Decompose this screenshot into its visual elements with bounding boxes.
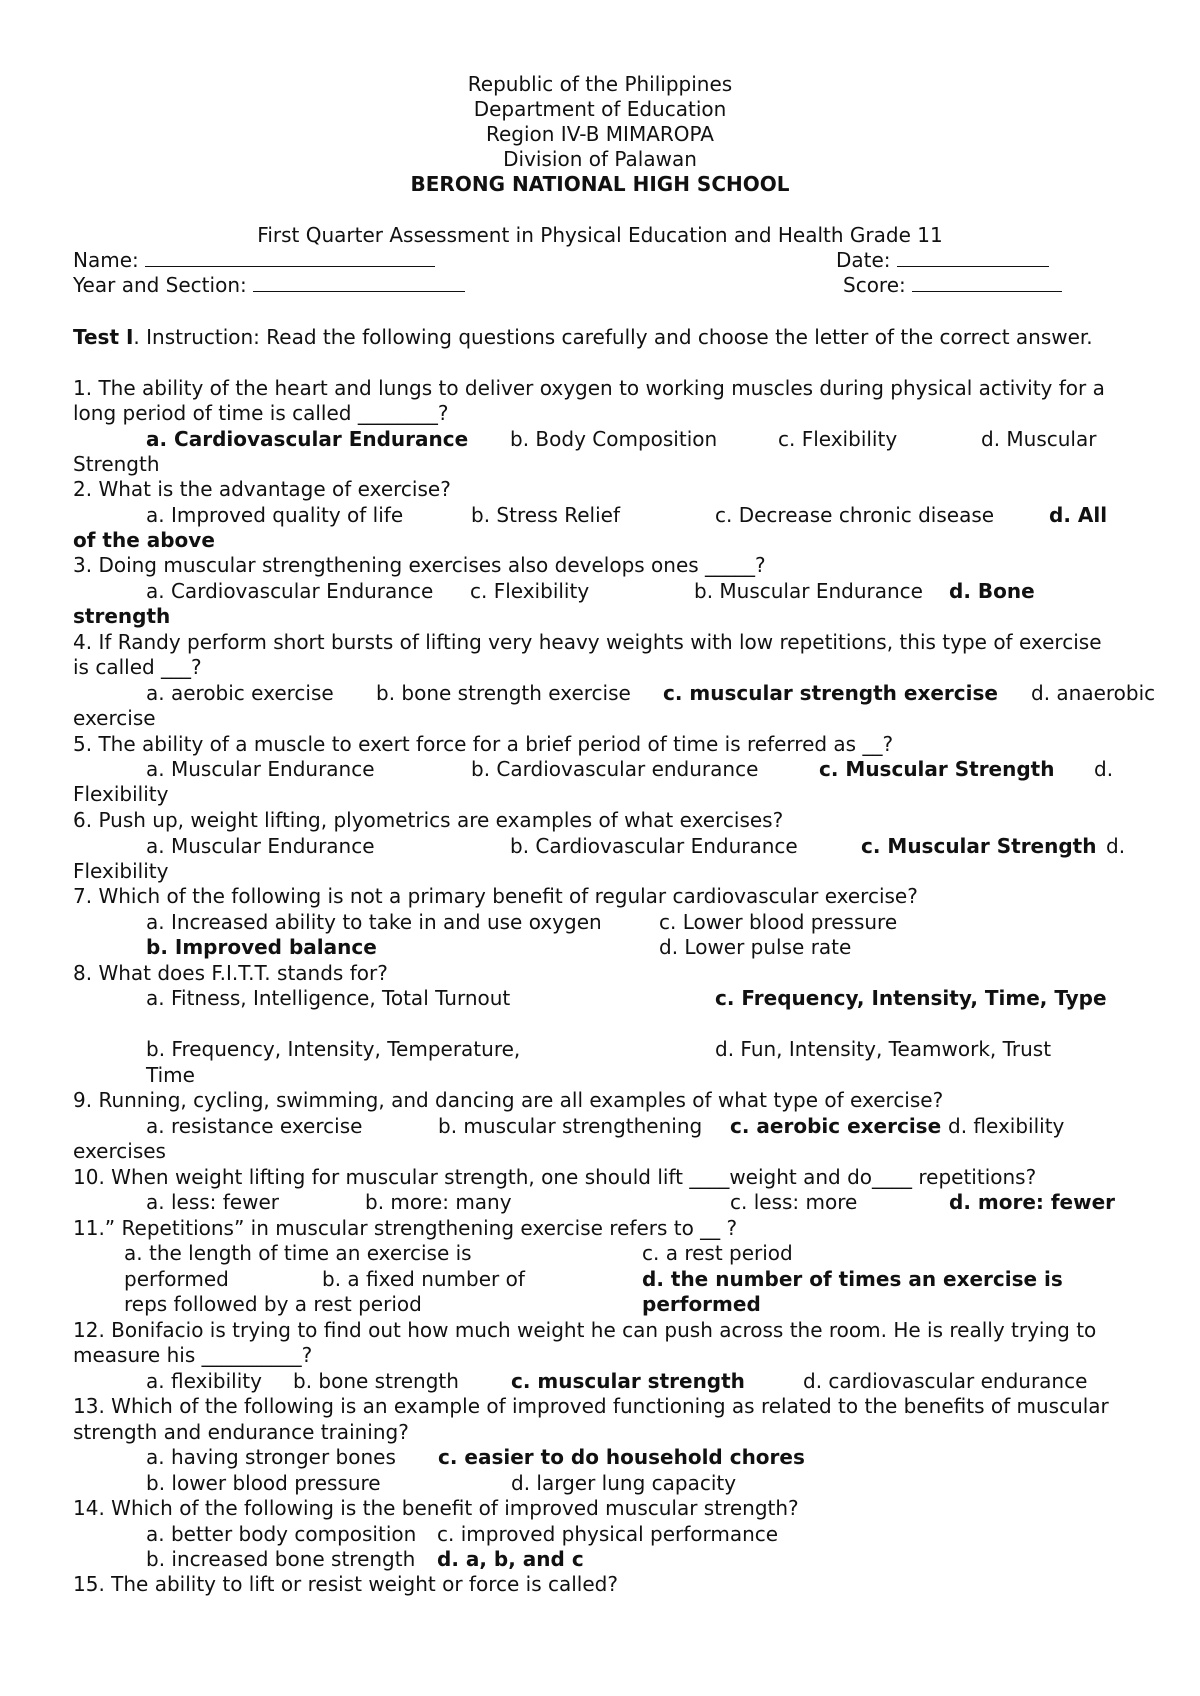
q11-option-c: c. a rest period <box>642 1241 793 1265</box>
name-blank[interactable] <box>145 248 435 267</box>
q11-option-b-line1: b. a fixed number of <box>322 1267 525 1291</box>
q12-option-a: a. flexibility <box>146 1369 262 1393</box>
score-field[interactable] <box>843 273 1062 298</box>
q7-option-c: c. Lower blood pressure <box>659 910 898 934</box>
q10-option-d: d. more: fewer <box>949 1190 1116 1214</box>
q14-option-d: d. a, b, and c <box>437 1547 584 1571</box>
test-label: Test I <box>73 325 134 349</box>
q2-option-d-cont: of the above <box>73 528 215 552</box>
q6-option-a: a. Muscular Endurance <box>146 834 375 858</box>
q2-option-d: d. All <box>1049 503 1108 527</box>
q4-option-d: d. anaerobic <box>1031 681 1156 705</box>
q13-text-line2: strength and endurance training? <box>73 1420 409 1444</box>
q5-option-d: d. <box>1094 757 1114 781</box>
q1-option-c: c. Flexibility <box>778 427 898 451</box>
q9-option-c: c. aerobic exercise <box>730 1114 942 1138</box>
year-section-field[interactable] <box>73 273 465 298</box>
header-region: Region IV-B MIMAROPA <box>485 122 714 146</box>
q3-text: 3. Doing muscular strengthening exercises also develops ones _____? <box>73 553 766 577</box>
name-field[interactable] <box>73 248 435 273</box>
q11-option-b-line2: reps followed by a rest period <box>124 1292 422 1316</box>
q4-option-c: c. muscular strength exercise <box>663 681 998 705</box>
q14-option-a: a. better body composition <box>146 1522 417 1546</box>
q5-text: 5. The ability of a muscle to exert force for a brief period of time is referred as __? <box>73 732 894 756</box>
q7-option-b: b. Improved balance <box>146 935 377 959</box>
q1-text-line2: long period of time is called ________? <box>73 401 449 425</box>
q14-text: 14. Which of the following is the benefit of improved muscular strength? <box>73 1496 799 1520</box>
q10-option-b: b. more: many <box>365 1190 512 1214</box>
q6-option-b: b. Cardiovascular Endurance <box>510 834 798 858</box>
q12-option-b: b. bone strength <box>293 1369 459 1393</box>
q3-option-d-cont: strength <box>73 604 171 628</box>
header-department: Department of Education <box>473 97 727 121</box>
q8-option-a: a. Fitness, Intelligence, Total Turnout <box>146 986 511 1010</box>
q12-option-d: d. cardiovascular endurance <box>803 1369 1088 1393</box>
q11-option-a-line2: performed <box>124 1267 229 1291</box>
q8-option-b: b. Frequency, Intensity, Temperature, <box>146 1037 521 1061</box>
q2-text: 2. What is the advantage of exercise? <box>73 477 451 501</box>
q6-option-d-cont: Flexibility <box>73 859 169 883</box>
q14-option-c: c. improved physical performance <box>437 1522 779 1546</box>
q1-option-b: b. Body Composition <box>510 427 718 451</box>
q2-option-c: c. Decrease chronic disease <box>715 503 995 527</box>
q3-option-a: a. Cardiovascular Endurance <box>146 579 434 603</box>
q10-option-a: a. less: fewer <box>146 1190 279 1214</box>
q10-option-c: c. less: more <box>730 1190 858 1214</box>
q4-option-d-cont: exercise <box>73 706 156 730</box>
q13-option-c: c. easier to do household chores <box>438 1445 805 1469</box>
q3-option-d: d. Bone <box>949 579 1035 603</box>
q8-text: 8. What does F.I.T.T. stands for? <box>73 961 388 985</box>
q3-option-c: c. Flexibility <box>470 579 590 603</box>
q1-option-a: a. Cardiovascular Endurance <box>146 427 469 451</box>
q8-option-b-cont: Time <box>146 1063 195 1087</box>
q12-text-line1: 12. Bonifacio is trying to find out how much weight he can push across the room. He is really trying to <box>73 1318 1097 1342</box>
q1-text-line1: 1. The ability of the heart and lungs to deliver oxygen to working muscles during physical activity for a <box>73 376 1105 400</box>
date-label: Date: <box>836 248 891 272</box>
q11-option-d-line1: d. the number of times an exercise is <box>642 1267 1063 1291</box>
q13-option-b: b. lower blood pressure <box>146 1471 381 1495</box>
q2-option-b: b. Stress Relief <box>471 503 620 527</box>
q4-text-line1: 4. If Randy perform short bursts of lifting very heavy weights with low repetitions, this type of exercise <box>73 630 1102 654</box>
q13-option-d: d. larger lung capacity <box>511 1471 737 1495</box>
q12-option-c: c. muscular strength <box>511 1369 745 1393</box>
year-section-label: Year and Section: <box>73 273 247 297</box>
q5-option-a: a. Muscular Endurance <box>146 757 375 781</box>
q11-option-d-line2: performed <box>642 1292 761 1316</box>
header-division: Division of Palawan <box>503 147 697 171</box>
q11-text: 11.” Repetitions” in muscular strengthening exercise refers to __ ? <box>73 1216 738 1240</box>
q9-option-a: a. resistance exercise <box>146 1114 363 1138</box>
q14-option-b: b. increased bone strength <box>146 1547 416 1571</box>
q1-option-d: d. Muscular <box>981 427 1097 451</box>
q4-option-a: a. aerobic exercise <box>146 681 334 705</box>
q15-text: 15. The ability to lift or resist weight or force is called? <box>73 1572 618 1596</box>
q5-option-b: b. Cardiovascular endurance <box>471 757 759 781</box>
q9-text: 9. Running, cycling, swimming, and dancing are all examples of what type of exercise? <box>73 1088 944 1112</box>
q12-text-line2: measure his __________? <box>73 1343 313 1367</box>
q6-text: 6. Push up, weight lifting, plyometrics are examples of what exercises? <box>73 808 784 832</box>
year-section-blank[interactable] <box>253 273 465 292</box>
q9-option-b: b. muscular strengthening <box>438 1114 703 1138</box>
q6-option-d: d. <box>1106 834 1126 858</box>
q7-option-a: a. Increased ability to take in and use oxygen <box>146 910 602 934</box>
q5-option-d-cont: Flexibility <box>73 782 169 806</box>
q13-text-line1: 13. Which of the following is an example of improved functioning as related to the benefits of muscular <box>73 1394 1109 1418</box>
q6-option-c: c. Muscular Strength <box>861 834 1097 858</box>
date-field[interactable] <box>836 248 1049 273</box>
school-name: BERONG NATIONAL HIGH SCHOOL <box>410 172 790 196</box>
name-label: Name: <box>73 248 139 272</box>
q3-option-b: b. Muscular Endurance <box>694 579 923 603</box>
score-label: Score: <box>843 273 906 297</box>
q5-option-c: c. Muscular Strength <box>819 757 1055 781</box>
q4-option-b: b. bone strength exercise <box>376 681 631 705</box>
q7-text: 7. Which of the following is not a primary benefit of regular cardiovascular exercise? <box>73 884 918 908</box>
q13-option-a: a. having stronger bones <box>146 1445 396 1469</box>
q11-option-a-line1: a. the length of time an exercise is <box>124 1241 472 1265</box>
q4-text-line2: is called ___? <box>73 655 202 679</box>
assessment-title: First Quarter Assessment in Physical Education and Health Grade 11 <box>257 223 943 247</box>
q8-option-d: d. Fun, Intensity, Teamwork, Trust <box>715 1037 1052 1061</box>
instruction <box>73 325 1093 350</box>
header-republic: Republic of the Philippines <box>467 72 733 96</box>
q9-option-d-cont: exercises <box>73 1139 166 1163</box>
date-blank[interactable] <box>897 248 1049 267</box>
q1-option-d-cont: Strength <box>73 452 160 476</box>
instruction-text: . Instruction: Read the following questions carefully and choose the letter of the correct answer. <box>133 325 1093 349</box>
q7-option-d: d. Lower pulse rate <box>659 935 852 959</box>
q10-text: 10. When weight lifting for muscular strength, one should lift ____weight and do____ repetitions? <box>73 1165 1037 1189</box>
score-blank[interactable] <box>912 273 1062 292</box>
q9-option-d: d. flexibility <box>948 1114 1065 1138</box>
q2-option-a: a. Improved quality of life <box>146 503 404 527</box>
q8-option-c: c. Frequency, Intensity, Time, Type <box>715 986 1107 1010</box>
